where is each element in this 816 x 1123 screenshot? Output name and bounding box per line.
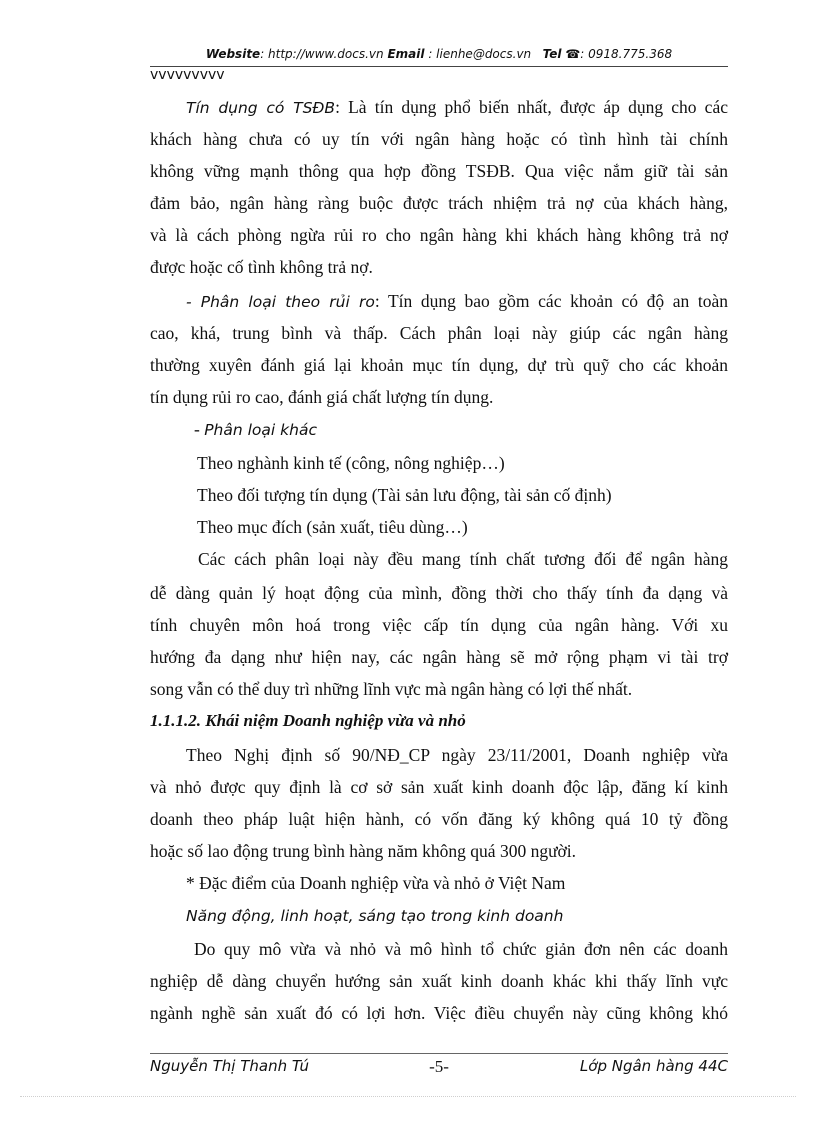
footer-divider	[150, 1053, 728, 1054]
p6-line-1: * Đặc điểm của Doanh nghiệp vừa và nhỏ ở Việt Nam	[186, 873, 566, 893]
email-value: : lienhe@docs.vn	[424, 47, 532, 61]
header-divider	[150, 66, 728, 67]
p3-item-3: Theo mục đích (sản xuất, tiêu dùng…)	[197, 517, 468, 537]
p2-line-4: tín dụng rủi ro cao, đánh giá chất lượng tín dụng.	[150, 387, 494, 407]
p4-line-1: Các cách phân loại này đều mang tính chất tương đối để ngân hàng	[198, 549, 728, 569]
p5-line-4: hoặc số lao động trung bình hàng năm không quá 300 người.	[150, 841, 577, 861]
website-label: Website	[205, 47, 261, 61]
p4-line-4: hướng đa dạng như hiện nay, các ngân hàng sẽ mở rộng phạm vi tài trợ	[150, 647, 728, 667]
section-heading: 1.1.1.2. Khái niệm Doanh nghiệp vừa và nhỏ	[150, 711, 466, 730]
p1-line-5: và là cách phòng ngừa rủi ro cho ngân hàng khi khách hàng không trả nợ	[150, 225, 728, 245]
marker-text: vvvvvvvvv	[150, 67, 225, 83]
p2-term: - Phân loại theo rủi ro	[186, 293, 375, 311]
p1-line-2: khách hàng chưa có uy tín với ngân hàng hoặc có tình hình tài chính	[150, 129, 728, 149]
p5-line-3: doanh theo pháp luật hiện hành, có vốn đăng ký không quá 10 tỷ đồng	[150, 809, 728, 829]
p5-line-2: và nhỏ được quy định là cơ sở sản xuất kinh doanh độc lập, đăng kí kinh	[150, 777, 728, 797]
tel-value: : 0918.775.368	[580, 47, 673, 61]
tel-label: Tel	[542, 47, 562, 61]
page-number: -5-	[429, 1057, 449, 1076]
p7-line-1: Do quy mô vừa và nhỏ và mô hình tổ chức giản đơn nên các doanh	[194, 939, 728, 959]
p1-line-1: Tín dụng có TSĐB: Là tín dụng phổ biến nhất, được áp dụng cho các	[186, 97, 728, 117]
phone-icon: ☎	[565, 47, 581, 61]
p7-line-2: nghiệp dễ dàng chuyển hướng sản xuất kinh doanh khác khi thấy lĩnh vực	[150, 971, 728, 991]
p4-line-3: tính chuyên môn hoá trong việc cấp tín dụng của ngân hàng. Với xu	[150, 615, 728, 635]
p3-term: Phân loại khác	[204, 421, 317, 439]
website-value: : http://www.docs.vn	[260, 47, 384, 61]
p3-item-2: Theo đối tượng tín dụng (Tài sản lưu động, tài sản cố định)	[197, 485, 612, 505]
p1-line-4: đảm bảo, ngân hàng ràng buộc được trách nhiệm trả nợ của khách hàng,	[150, 193, 728, 213]
p1-line-6: được hoặc cố tình không trả nợ.	[150, 257, 373, 277]
p1-line-3: không vững mạnh thông qua hợp đồng TSĐB. Qua việc nắm giữ tài sản	[150, 161, 728, 181]
p6-line-2: Năng động, linh hoạt, sáng tạo trong kinh doanh	[186, 907, 564, 925]
page-header	[150, 47, 728, 61]
email-label: Email	[387, 47, 425, 61]
p2-line-3: thường xuyên đánh giá lại khoản mục tín dụng, dự trù quỹ cho các khoản	[150, 355, 728, 375]
p1-term: Tín dụng có TSĐB	[186, 99, 336, 117]
footer-author: Nguyễn Thị Thanh Tú	[150, 1057, 310, 1075]
p4-line-5: song vẫn có thể duy trì những lĩnh vực mà ngân hàng có lợi thế nhất.	[150, 679, 633, 699]
p7-line-3: ngành nghề sản xuất đó có lợi hơn. Việc điều chuyển này cũng không khó	[150, 1003, 728, 1023]
p5-line-1: Theo Nghị định số 90/NĐ_CP ngày 23/11/2001, Doanh nghiệp vừa	[186, 745, 728, 765]
p4-line-2: dễ dàng quản lý hoạt động của mình, đồng thời cho thấy tính đa dạng và	[150, 583, 728, 603]
p3-line-1: - Phân loại khác	[194, 419, 317, 439]
page-edge	[20, 1096, 796, 1097]
footer-class: Lớp Ngân hàng 44C	[579, 1057, 728, 1075]
p3-item-1: Theo nghành kinh tế (công, nông nghiệp…)	[197, 453, 505, 473]
p2-line-1: - Phân loại theo rủi ro: Tín dụng bao gồm các khoản có độ an toàn	[186, 291, 728, 311]
p2-line-2: cao, khá, trung bình và thấp. Cách phân loại này giúp các ngân hàng	[150, 323, 728, 343]
